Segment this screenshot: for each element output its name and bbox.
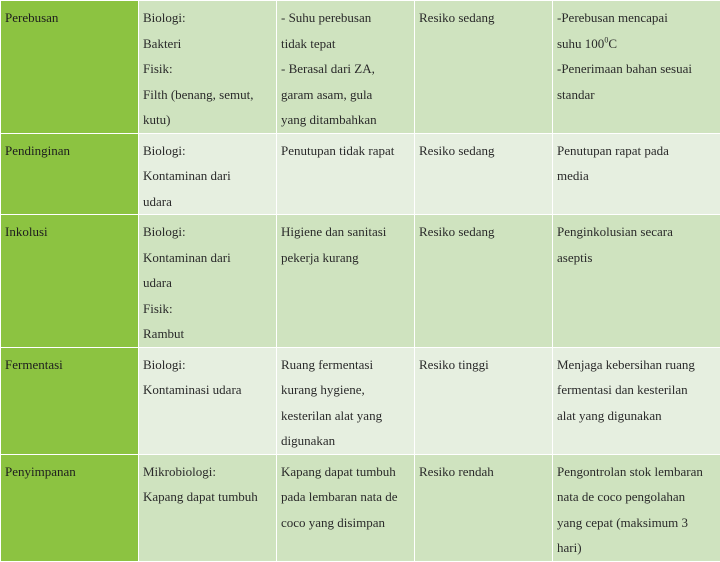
table-row	[1, 215, 720, 348]
risk-cell: Resiko sedang	[415, 215, 553, 348]
control-cell: Menjaga kebersihan ruang fermentasi dan kesterilan alat yang digunakan	[553, 347, 720, 454]
cause-cell: Higiene dan sanitasi pekerja kurang	[277, 215, 415, 348]
cause-cell: Ruang fermentasi kurang hygiene, kesterilan alat yang digunakan	[277, 347, 415, 454]
stage-cell: Penyimpanan	[1, 454, 139, 561]
hazard-cell: Biologi: Kontaminan dari udara	[139, 133, 277, 215]
control-cell: Pengontrolan stok lembaran nata de coco pengolahan yang cepat (maksimum 3 hari)	[553, 454, 720, 561]
table-row	[1, 1, 720, 134]
stage-cell: Pendinginan	[1, 133, 139, 215]
cause-cell: - Suhu perebusan tidak tepat - Berasal dari ZA, garam asam, gula yang ditambahkan	[277, 1, 415, 134]
hazard-cell: Biologi: Kontaminan dari udara Fisik: Rambut	[139, 215, 277, 348]
risk-cell: Resiko rendah	[415, 454, 553, 561]
table-row	[1, 133, 720, 215]
control-cell: -Perebusan mencapai suhu $100^0C$ -Penerimaan bahan sesuai standar	[553, 1, 720, 134]
stage-cell: Fermentasi	[1, 347, 139, 454]
table-row	[1, 347, 720, 454]
hazard-cell: Biologi: Kontaminasi udara	[139, 347, 277, 454]
risk-cell: Resiko sedang	[415, 133, 553, 215]
cause-cell: Penutupan tidak rapat	[277, 133, 415, 215]
hazard-cell: Biologi: Bakteri Fisik: Filth (benang, semut, kutu)	[139, 1, 277, 134]
risk-cell: Resiko sedang	[415, 1, 553, 134]
table-row	[1, 454, 720, 561]
stage-cell: Perebusan	[1, 1, 139, 134]
control-cell: Penutupan rapat pada media	[553, 133, 720, 215]
risk-cell: Resiko tinggi	[415, 347, 553, 454]
control-cell: Penginkolusian secara aseptis	[553, 215, 720, 348]
stage-cell: Inkolusi	[1, 215, 139, 348]
cause-cell: Kapang dapat tumbuh pada lembaran nata de coco yang disimpan	[277, 454, 415, 561]
hazard-cell: Mikrobiologi: Kapang dapat tumbuh	[139, 454, 277, 561]
